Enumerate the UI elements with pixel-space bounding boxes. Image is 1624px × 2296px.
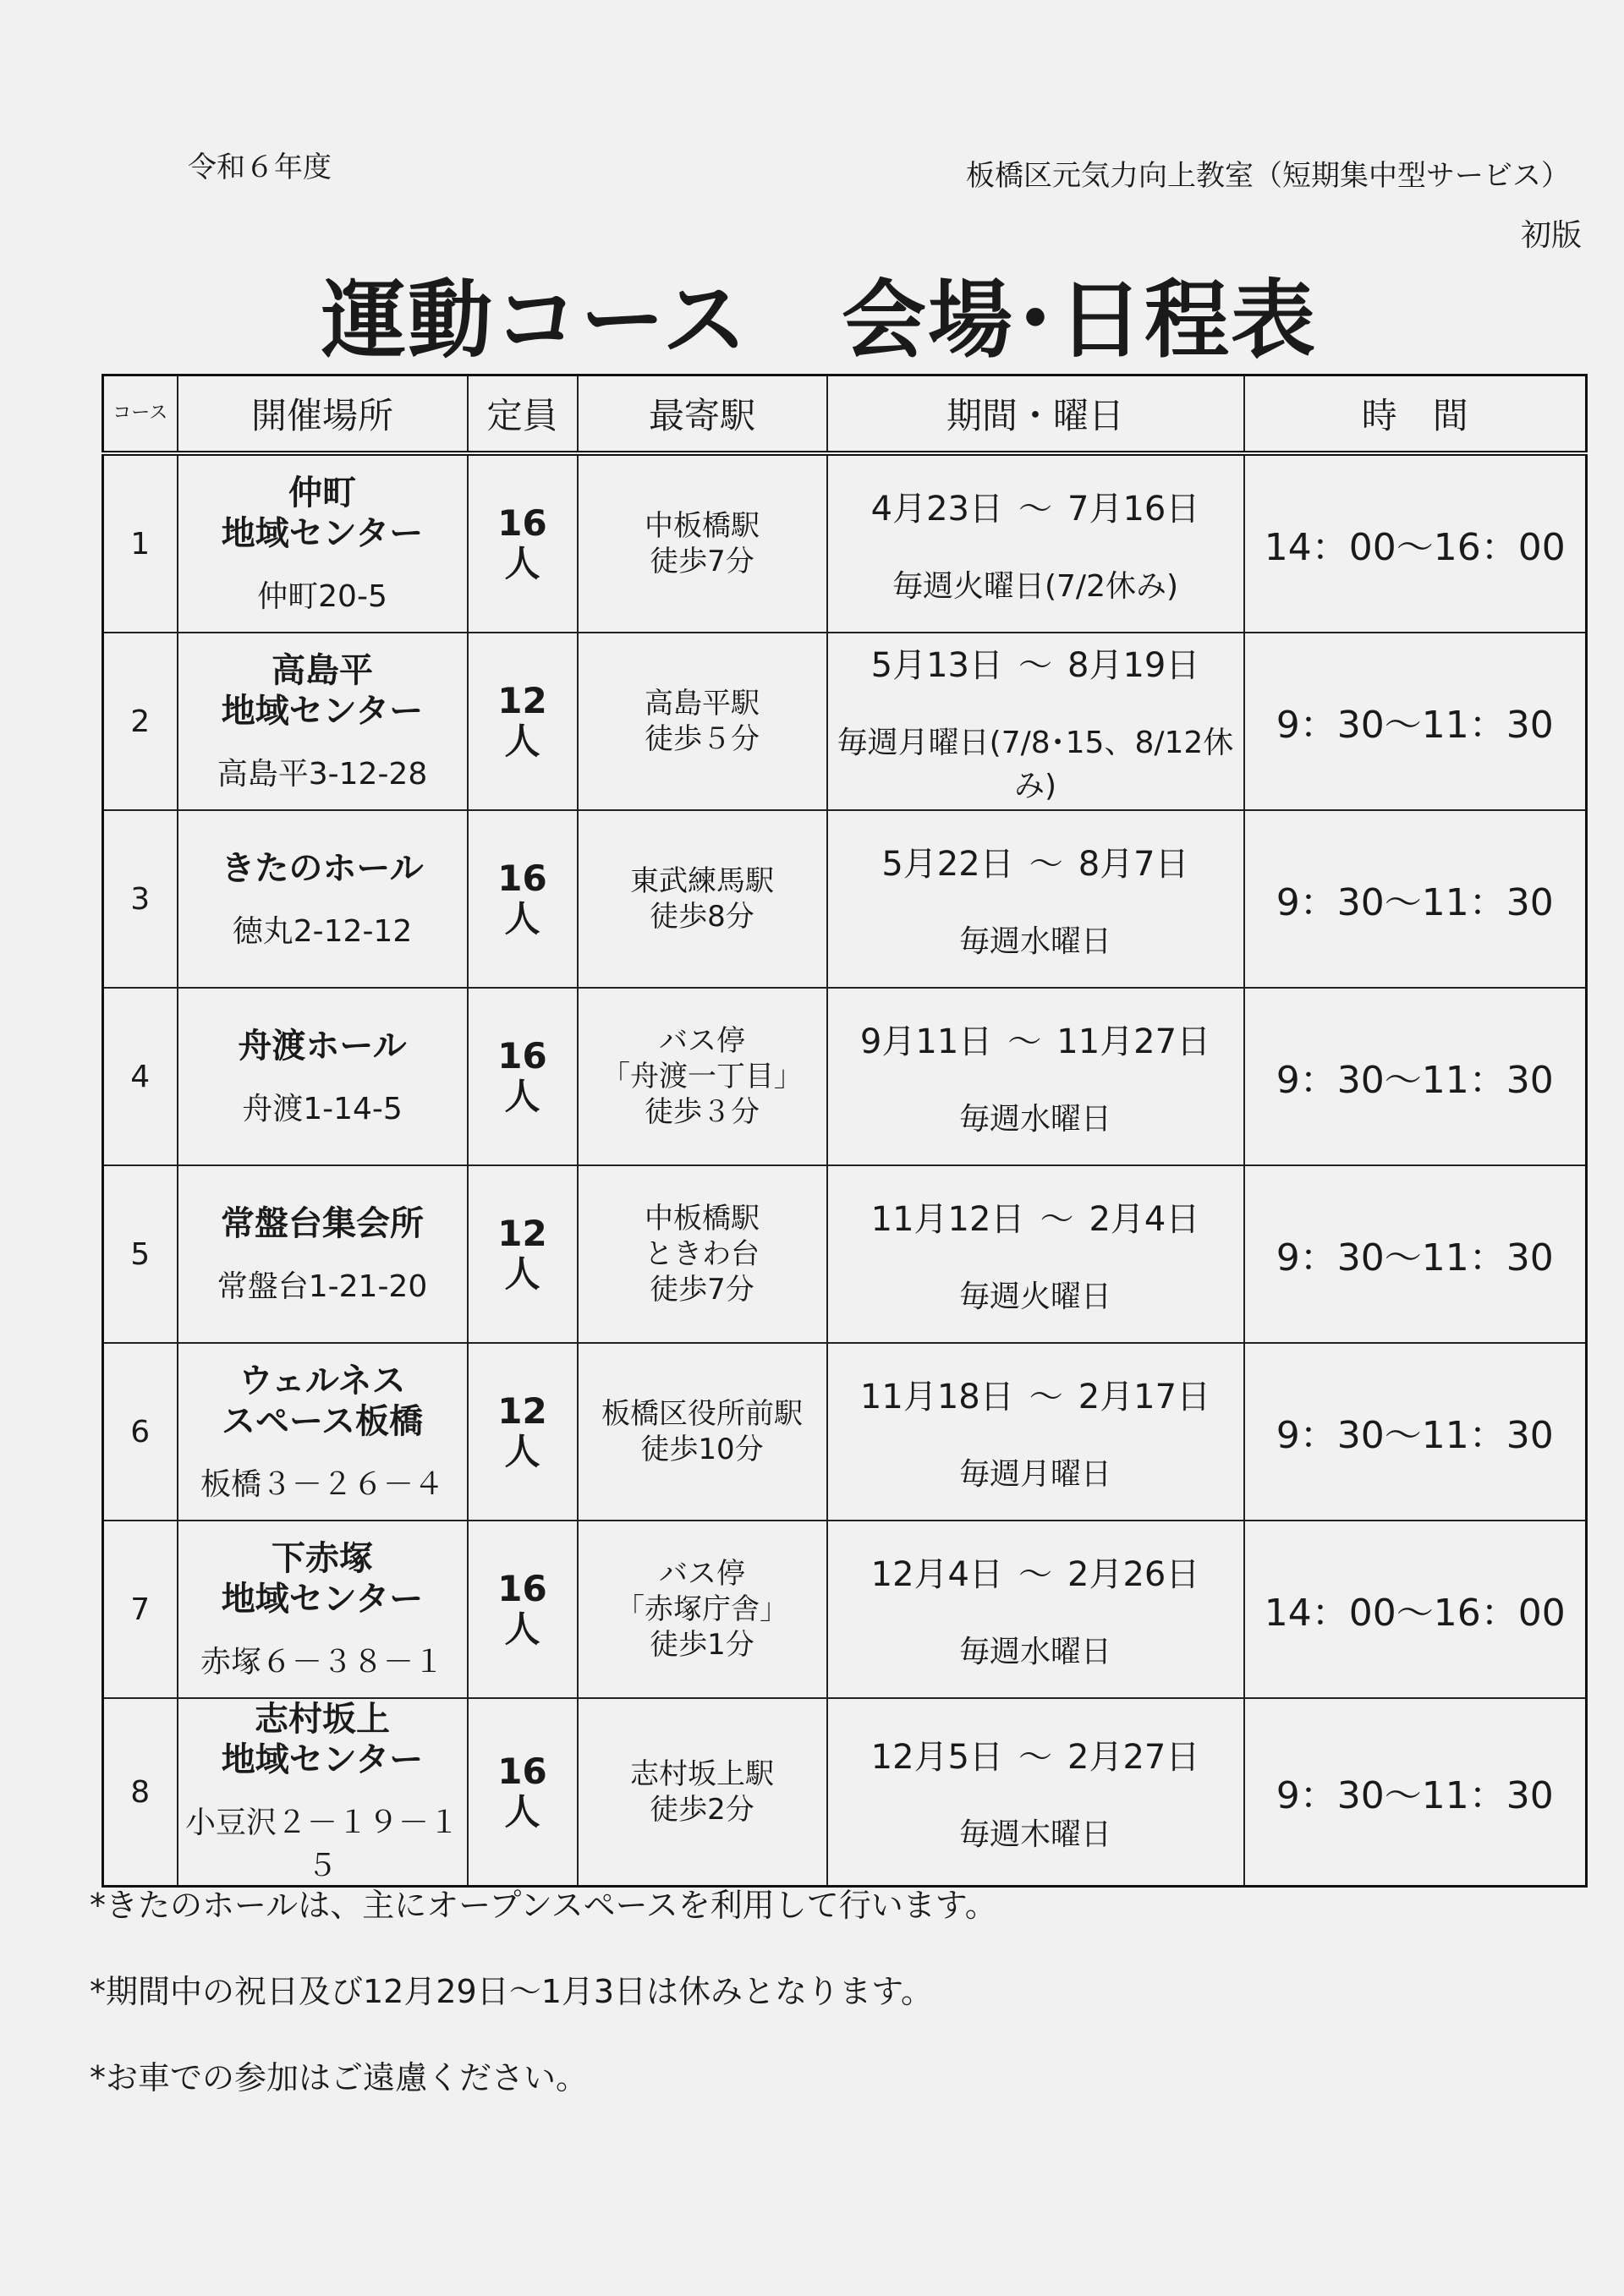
schedule-table <box>102 374 1588 1888</box>
date-separator: ～ <box>1018 1738 1052 1777</box>
end-date: 7月16日 <box>1067 490 1200 529</box>
venue-cell <box>178 453 468 633</box>
venue-name: 常盤台集会所 <box>221 1203 424 1243</box>
note-item: *きたのホールは、主にオープンスペースを利用して行います。 <box>90 1887 997 1924</box>
venue-address: 高島平3-12-28 <box>217 756 428 792</box>
period-cell <box>827 1343 1244 1521</box>
weekday-info: 毎週火曜日(7/2休み) <box>892 569 1179 604</box>
end-date: 2月17日 <box>1078 1378 1211 1417</box>
time-cell: 9：30～11：30 <box>1244 1343 1587 1521</box>
table-row <box>103 1165 1587 1343</box>
time-cell: 9：30～11：30 <box>1244 1165 1587 1343</box>
end-date: 11月27日 <box>1056 1022 1211 1061</box>
date-separator: ～ <box>1007 1022 1042 1061</box>
station-cell: 中板橋駅 ときわ台 徒歩7分 <box>578 1165 827 1343</box>
header-venue: 開催場所 <box>178 375 468 454</box>
venue-cell <box>178 633 468 810</box>
course-number: 4 <box>103 988 178 1165</box>
title-course: 運動コース <box>321 271 749 370</box>
venue-cell <box>178 1165 468 1343</box>
station-cell: 板橋区役所前駅 徒歩10分 <box>578 1343 827 1521</box>
capacity-cell: 16 人 <box>468 988 578 1165</box>
note-item: *お車での参加はご遠慮ください。 <box>90 2059 589 2096</box>
venue-address: 常盤台1-21-20 <box>217 1269 428 1304</box>
time-cell: 14：00～16：00 <box>1244 1521 1587 1698</box>
edition-label: 初版 <box>1520 218 1582 253</box>
venue-address: 徳丸2-12-12 <box>232 913 413 949</box>
venue-address: 小豆沢２－１９－１５ <box>184 1806 459 1883</box>
weekday-info: 毎週火曜日 <box>958 1280 1111 1314</box>
station-cell: バス停 「舟渡一丁目」 徒歩３分 <box>578 988 827 1165</box>
station-cell: 高島平駅 徒歩５分 <box>578 633 827 810</box>
venue-cell <box>178 1343 468 1521</box>
fiscal-year: 令和６年度 <box>188 151 332 184</box>
venue-name: 舟渡ホール <box>238 1026 407 1066</box>
period-dates <box>828 1548 1243 1596</box>
period-dates <box>828 837 1243 885</box>
station-cell: 志村坂上駅 徒歩2分 <box>578 1698 827 1887</box>
end-date: 2月27日 <box>1067 1738 1200 1777</box>
end-date: 2月26日 <box>1067 1555 1200 1594</box>
capacity-cell: 12 人 <box>468 633 578 810</box>
period-dates <box>828 638 1243 687</box>
period-dates <box>828 1015 1243 1063</box>
header-time: 時 間 <box>1244 375 1587 454</box>
capacity-cell: 16 人 <box>468 1698 578 1887</box>
time-cell: 9：30～11：30 <box>1244 633 1587 810</box>
venue-address: 舟渡1-14-5 <box>242 1091 403 1126</box>
table-row <box>103 810 1587 988</box>
start-date: 4月23日 <box>870 490 1003 529</box>
period-cell <box>827 1698 1244 1887</box>
period-cell <box>827 633 1244 810</box>
date-separator: ～ <box>1029 845 1063 884</box>
start-date: 11月12日 <box>870 1200 1025 1239</box>
start-date: 5月13日 <box>870 645 1003 685</box>
weekday-info: 毎週木曜日 <box>958 1817 1111 1852</box>
capacity-cell: 16 人 <box>468 453 578 633</box>
title-schedule: 会場･日程表 <box>842 271 1317 370</box>
course-number: 6 <box>103 1343 178 1521</box>
header-course: コース <box>103 375 178 454</box>
venue-name: ウェルネス スペース板橋 <box>222 1361 423 1441</box>
period-cell <box>827 453 1244 633</box>
table-row <box>103 1343 1587 1521</box>
period-dates <box>828 1192 1243 1241</box>
date-separator: ～ <box>1018 490 1052 529</box>
date-separator: ～ <box>1040 1200 1074 1239</box>
weekday-info: 毎週月曜日 <box>958 1457 1111 1492</box>
capacity-cell: 16 人 <box>468 810 578 988</box>
period-cell <box>827 810 1244 988</box>
course-number: 7 <box>103 1521 178 1698</box>
start-date: 5月22日 <box>881 845 1014 884</box>
venue-name: 高島平 地域センター <box>221 650 424 731</box>
period-dates <box>828 1730 1243 1778</box>
notes <box>90 1884 997 2143</box>
weekday-info: 毎週水曜日 <box>958 1635 1111 1669</box>
header-station: 最寄駅 <box>578 375 827 454</box>
start-date: 12月5日 <box>870 1738 1003 1777</box>
period-cell <box>827 1165 1244 1343</box>
end-date: 2月4日 <box>1089 1200 1200 1239</box>
table-row <box>103 1521 1587 1698</box>
weekday-info: 毎週水曜日 <box>958 1102 1111 1137</box>
venue-name: 下赤塚 地域センター <box>221 1538 424 1619</box>
period-cell <box>827 1521 1244 1698</box>
time-cell: 14：00～16：00 <box>1244 453 1587 633</box>
time-cell: 9：30～11：30 <box>1244 1698 1587 1887</box>
table-row <box>103 633 1587 810</box>
date-separator: ～ <box>1018 645 1052 685</box>
course-number: 1 <box>103 453 178 633</box>
date-separator: ～ <box>1018 1555 1052 1594</box>
venue-cell <box>178 1698 468 1887</box>
program-name: 板橋区元気力向上教室（短期集中型サービス） <box>966 159 1570 193</box>
table-row <box>103 453 1587 633</box>
capacity-cell: 16 人 <box>468 1521 578 1698</box>
station-cell: 中板橋駅 徒歩7分 <box>578 453 827 633</box>
header-capacity: 定員 <box>468 375 578 454</box>
capacity-cell: 12 人 <box>468 1343 578 1521</box>
capacity-cell: 12 人 <box>468 1165 578 1343</box>
page-title <box>321 252 1317 374</box>
start-date: 12月4日 <box>870 1555 1003 1594</box>
table-header-row <box>103 375 1587 454</box>
end-date: 8月7日 <box>1078 845 1189 884</box>
period-cell <box>827 988 1244 1165</box>
time-cell: 9：30～11：30 <box>1244 810 1587 988</box>
time-cell: 9：30～11：30 <box>1244 988 1587 1165</box>
venue-name: 仲町 地域センター <box>221 473 424 553</box>
venue-address: 板橋３－２６－４ <box>200 1466 444 1502</box>
end-date: 8月19日 <box>1067 645 1200 685</box>
venue-cell <box>178 810 468 988</box>
station-cell: バス停 「赤塚庁舎」 徒歩1分 <box>578 1521 827 1698</box>
course-number: 5 <box>103 1165 178 1343</box>
period-dates <box>828 482 1243 530</box>
period-dates <box>828 1370 1243 1418</box>
header-period: 期間・曜日 <box>827 375 1244 454</box>
venue-cell <box>178 988 468 1165</box>
course-number: 8 <box>103 1698 178 1887</box>
table-row <box>103 988 1587 1165</box>
venue-name: きたのホール <box>221 848 424 888</box>
venue-cell <box>178 1521 468 1698</box>
date-separator: ～ <box>1029 1378 1063 1417</box>
note-item: *期間中の祝日及び12月29日～1月3日は休みとなります。 <box>90 1973 934 2010</box>
weekday-info: 毎週水曜日 <box>958 924 1111 959</box>
venue-address: 仲町20-5 <box>257 578 387 614</box>
table-row <box>103 1698 1587 1887</box>
station-cell: 東武練馬駅 徒歩8分 <box>578 810 827 988</box>
course-number: 2 <box>103 633 178 810</box>
weekday-info: 毎週月曜日(7/8･15、8/12休み) <box>837 725 1234 803</box>
start-date: 11月18日 <box>859 1378 1014 1417</box>
venue-address: 赤塚６－３８－１ <box>200 1644 444 1680</box>
venue-name: 志村坂上 地域センター <box>221 1700 424 1779</box>
course-number: 3 <box>103 810 178 988</box>
start-date: 9月11日 <box>859 1022 993 1061</box>
